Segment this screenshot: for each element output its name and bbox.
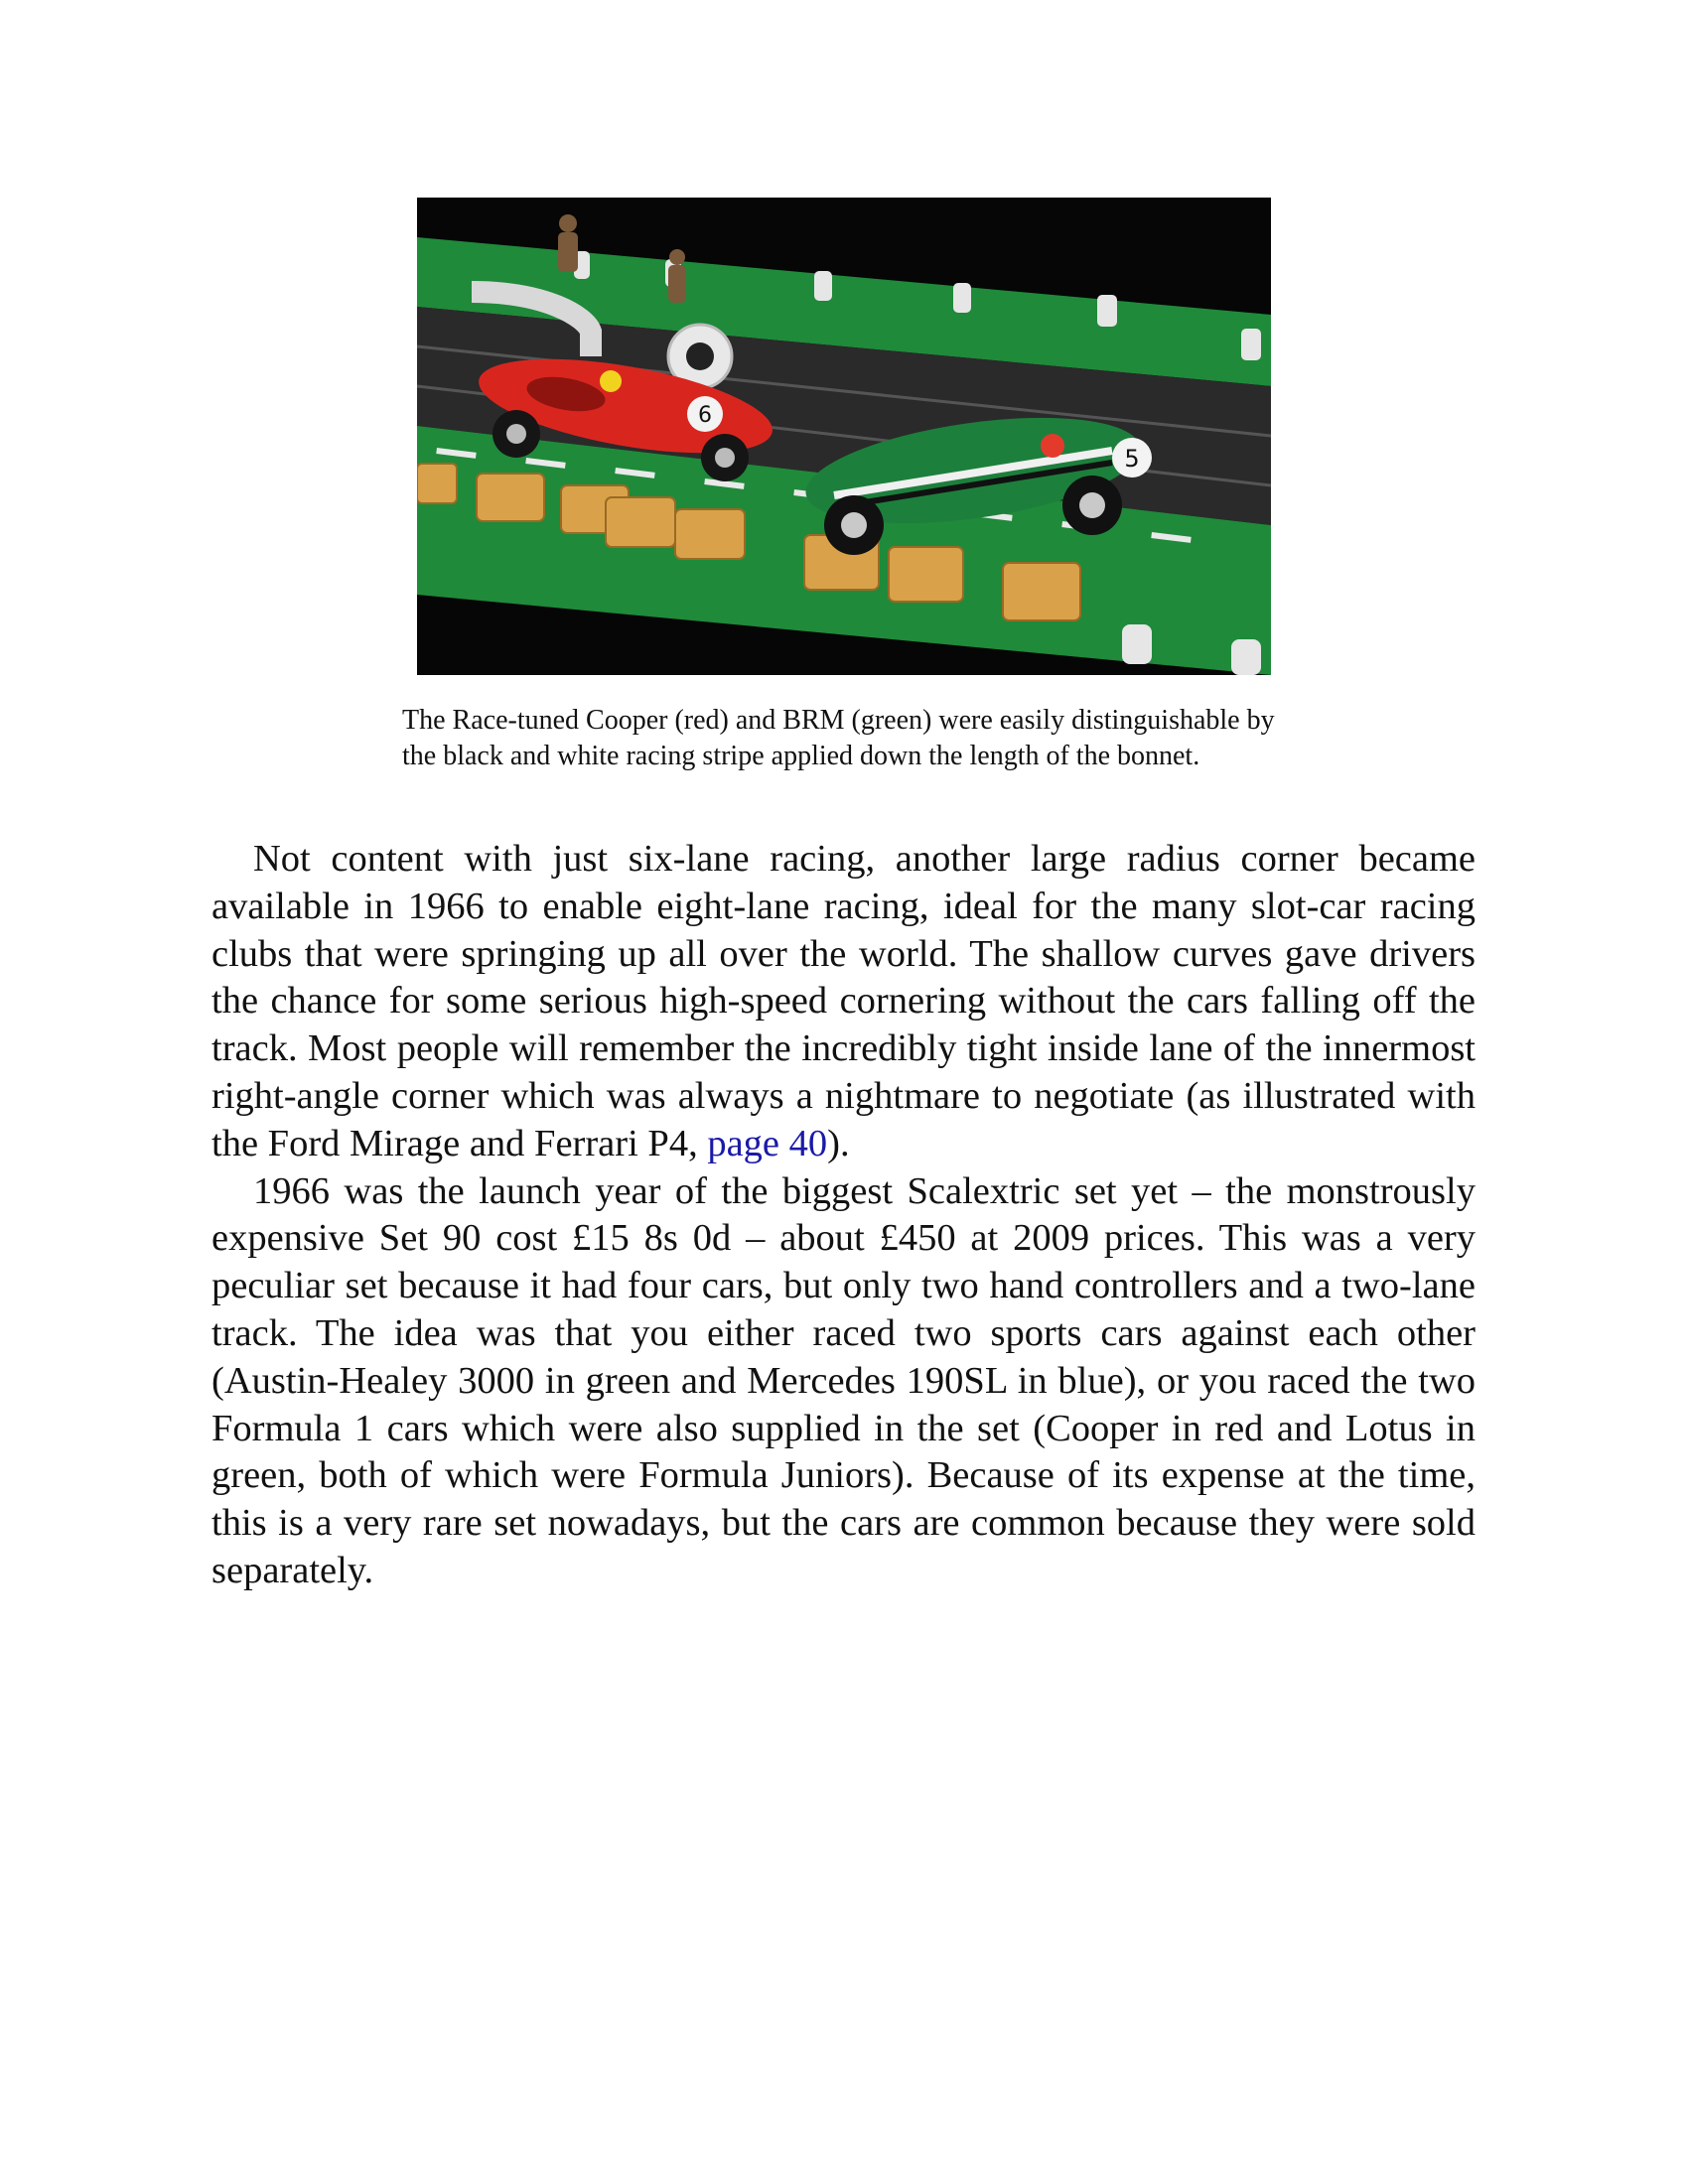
- red-car-number: 6: [698, 403, 712, 428]
- paragraph-1: [211, 836, 1476, 1168]
- figure-caption: The Race-tuned Cooper (red) and BRM (green) were easily distinguishable by the black and white racing stripe applied down the length of the bonnet.: [402, 705, 1275, 771]
- body-text: [211, 836, 1476, 1595]
- slot-car-illustration: [417, 198, 1271, 675]
- slot-car-photo: [417, 198, 1271, 675]
- paragraph-2: 1966 was the launch year of the biggest Scalextric set yet – the monstrously expensive Set 90 cost £15 8s 0d – about £450 at 2009 prices. This was a very peculiar set because it had four cars, but only two hand controllers and a two-lane track. The idea was that you either raced two sports cars against each other (Austin-Healey 3000 in green and Mercedes 190SL in blue), or you raced the two Formula 1 cars which were also supplied in the set (Cooper in red and Lotus in green, both of which were Formula Juniors). Because of its expense at the time, this is a very rare set nowadays, but the cars are common because they were sold separately.: [211, 1169, 1476, 1591]
- page-40-link[interactable]: page 40: [707, 1122, 828, 1164]
- paragraph-1-end: ).: [827, 1122, 850, 1164]
- green-car-number: 5: [1124, 445, 1140, 473]
- paragraph-1-text: Not content with just six-lane racing, another large radius corner became available in 1966 to enable eight-lane racing, ideal for the many slot-car racing clubs that were springing up all over the world. The shallow curves gave drivers the chance for some serious high-speed cornering without the cars falling off the track. Most people will remember the incredibly tight inside lane of the innermost right-angle corner which was always a nightmare to negotiate (as illustrated with the Ford Mirage and Ferrari P4,: [211, 838, 1476, 1164]
